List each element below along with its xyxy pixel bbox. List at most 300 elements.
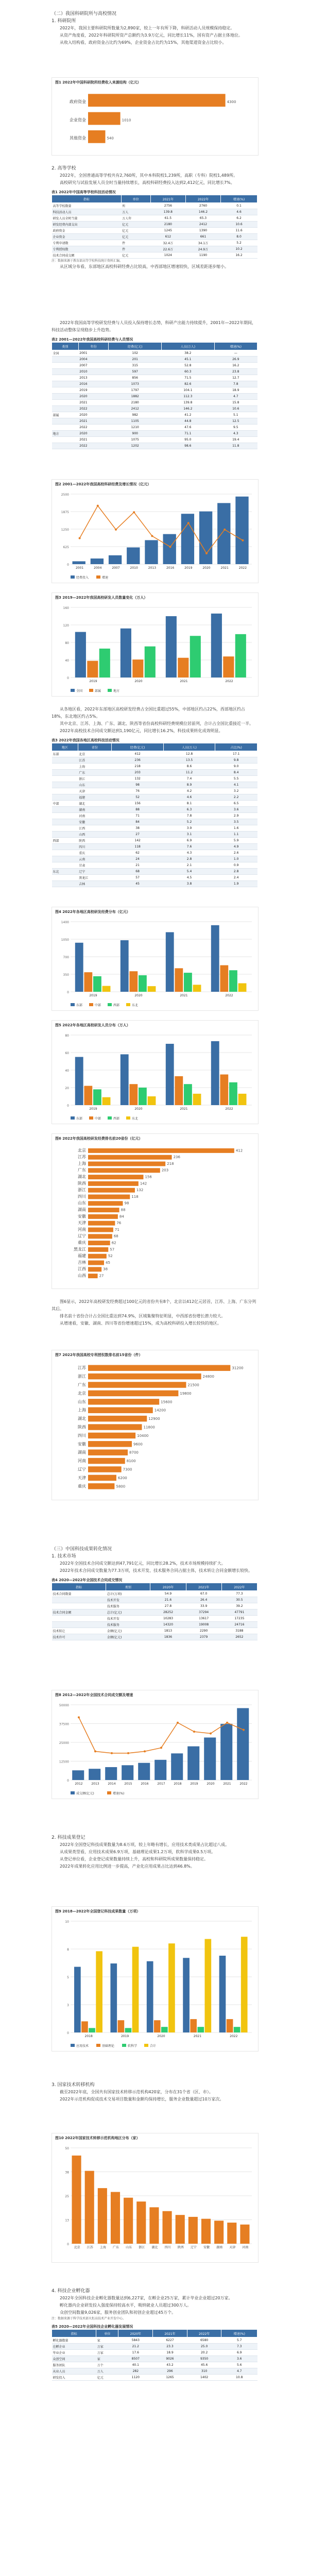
subsection-heading: 3. 国家技术转移机构: [52, 2082, 95, 2088]
table-row: [52, 1616, 258, 1622]
table-cell: 7.8: [214, 381, 257, 387]
table-cell: [52, 844, 78, 850]
table-header-cell: 2022年: [185, 195, 220, 203]
legend-swatch: [107, 1791, 111, 1794]
bar: [184, 973, 192, 992]
tick-label: 0: [67, 563, 69, 567]
table-cell: 1120: [118, 2375, 153, 2381]
bar: [214, 2221, 224, 2244]
tick-label: 1875: [61, 511, 69, 514]
table-header-cell: 经费(亿元): [109, 343, 162, 350]
chart-2: [52, 479, 259, 583]
table-cell: 2010: [78, 369, 109, 375]
tick-label: 37500: [59, 1722, 69, 1726]
table-header-cell: 2020年: [150, 1583, 186, 1591]
table-cell: 2.2: [215, 794, 258, 801]
table-cell: 39.2: [221, 1603, 257, 1609]
bar: [88, 130, 105, 143]
table-row: [52, 431, 258, 437]
table-cell: 2412: [109, 406, 162, 412]
chart-10: [52, 2133, 259, 2263]
table-cell: 23.3: [153, 2344, 187, 2350]
category-label: 2010: [130, 566, 138, 570]
category-label: 江苏: [78, 1365, 86, 1370]
table-cell: 10.6: [214, 406, 257, 412]
table-row: [52, 246, 258, 252]
table-cell: 亿元: [121, 222, 150, 228]
table-cell: 5.9: [215, 838, 258, 844]
table-cell: 1.9: [215, 881, 258, 887]
category-label: 2019: [89, 1107, 97, 1111]
table-cell: 研发人员全时当量: [52, 215, 122, 222]
bar: [87, 661, 98, 677]
table-cell: 71.1: [162, 431, 215, 437]
tick-label: 625: [63, 546, 69, 549]
category-label: 江苏: [78, 1155, 86, 1160]
category-label: 2019: [89, 994, 97, 997]
category-label: 2020: [134, 680, 143, 683]
legend-label: 西部: [113, 1004, 120, 1007]
table-cell: 21.6: [150, 1597, 186, 1603]
chart-title: 图4 2022年各地区高校研发经费分布（亿元）: [55, 910, 130, 914]
table-cell: 1202: [109, 443, 162, 449]
chart-title: 图8 2012—2022年全国技术合同成交额及增速: [55, 1693, 133, 1697]
data-point: [224, 529, 226, 531]
table-cell: 11.2: [163, 770, 215, 776]
table-cell: 661: [185, 234, 220, 240]
table-cell: 5.4: [163, 869, 215, 875]
table-cell: 4.6: [221, 209, 258, 215]
legend-label: 经费投入: [76, 576, 89, 580]
table-cell: [52, 782, 78, 788]
table-row: [52, 881, 258, 887]
tick-label: 40: [65, 659, 69, 663]
chart-4-svg: [52, 917, 258, 1009]
chart-2-svg: [52, 489, 258, 582]
data-label: 5800: [116, 1484, 126, 1489]
bar: [75, 632, 86, 677]
data-label: 7300: [123, 1467, 132, 1472]
bar: [168, 1943, 175, 2032]
table-caption: 表5 2020—2022年全国科技企业孵化器发展情况: [52, 2325, 133, 2329]
bar: [223, 656, 234, 677]
table-cell: 地方: [52, 431, 79, 437]
table-cell: 310: [187, 2368, 221, 2375]
bar: [166, 616, 177, 677]
table-row: [52, 869, 258, 875]
bar: [88, 1382, 186, 1387]
category-label: 湖北: [78, 1416, 86, 1421]
table-row: [52, 2350, 258, 2356]
table-cell: 2013: [78, 375, 109, 381]
table-cell: 东北: [52, 869, 78, 875]
table-cell: 高等学校数量: [52, 203, 122, 209]
table-cell: 1836: [150, 1634, 186, 1640]
table-cell: [52, 400, 79, 406]
legend-swatch: [108, 689, 112, 692]
data-label: 24800: [202, 1375, 214, 1379]
table-cell: 2020: [78, 412, 109, 418]
table-cell: 陕西: [78, 838, 112, 844]
table-cell: 21: [112, 862, 163, 869]
data-point: [94, 1750, 96, 1752]
table-cell: 件: [121, 240, 150, 246]
table-cell: 10.6: [221, 222, 258, 228]
table-cell: [52, 381, 79, 387]
table-cell: [52, 825, 78, 832]
category-label: 湖北: [78, 1174, 86, 1179]
section-9: [52, 2287, 258, 2381]
table-cell: 67.0: [186, 1591, 221, 1597]
section-5: [52, 1298, 258, 1327]
legend-label: 中部: [95, 1004, 101, 1007]
bar: [102, 1097, 111, 1105]
table-header-cell: 人员(万人): [163, 743, 215, 751]
data-label: 9600: [133, 1442, 143, 1447]
table-cell: 3.9: [163, 825, 215, 832]
legend-swatch: [108, 1003, 112, 1006]
chart-1: [52, 77, 259, 156]
table-row: [52, 252, 258, 259]
table-cell: 37294: [186, 1609, 221, 1616]
table-row: [52, 850, 258, 856]
table-cell: 38: [112, 825, 163, 832]
data-label: 45: [106, 1260, 110, 1265]
data-point: [177, 1722, 179, 1724]
table-cell: 2.9: [215, 813, 258, 819]
bar: [89, 2028, 95, 2032]
bar: [88, 1261, 104, 1265]
chart-6: [52, 1133, 259, 1289]
table-cell: 236: [112, 757, 163, 764]
category-label: 2021: [223, 1782, 231, 1786]
section-4: [52, 706, 258, 887]
table-cell: 河南: [78, 813, 112, 819]
table-cell: 2180: [109, 400, 162, 406]
tick-label: 5: [67, 1976, 69, 1979]
category-label: 福建: [78, 1253, 86, 1259]
table-cell: 3.1: [163, 832, 215, 838]
table-4: [52, 1583, 258, 1640]
table-cell: 61.5: [150, 215, 185, 222]
paragraph: 2022年技术合同成交数量为77.3万项，技术开发、技术服务合同占据主体，技术转让合同金额增长较快。: [60, 1568, 253, 1573]
table-cell: 1265: [153, 2375, 187, 2381]
chart-title: 图2 2001—2022年我国高校科研经费及增长情况（亿元）: [55, 482, 151, 486]
data-point: [226, 1722, 228, 1724]
table-row: [52, 788, 258, 794]
tick-label: 1050: [61, 938, 69, 942]
table-cell: [52, 1597, 106, 1603]
bar: [149, 2207, 159, 2244]
category-label: 2016: [166, 566, 175, 570]
bar: [75, 1057, 83, 1106]
table-row: [52, 844, 258, 850]
table-cell: 技术许可: [52, 1634, 106, 1640]
source-note: 注：数据来源于科学技术部火炬高技术产业开发中心。: [52, 2317, 126, 2320]
paragraph: 2022年全国技术合同成交额达到47,791亿元，同比增长28.2%，技术市场规模持续扩大。: [60, 1561, 226, 1566]
table-cell: 2022: [78, 406, 109, 412]
table-cell: [52, 875, 78, 881]
table-cell: 四川: [78, 844, 112, 850]
category-label: 2019: [121, 2035, 129, 2038]
bar: [124, 2198, 133, 2244]
chart-7: [52, 1350, 259, 1500]
table-row: [52, 1597, 258, 1603]
chart-9: [52, 1906, 259, 2052]
table-cell: [52, 832, 78, 838]
category-label: 山东: [78, 1399, 86, 1404]
category-label: 2022: [225, 994, 233, 997]
table-cell: 0.1: [221, 203, 258, 209]
table-header-cell: 单位: [121, 195, 150, 203]
table-cell: [52, 406, 79, 412]
table-cell: 甘肃: [78, 862, 112, 869]
legend-label: 软科学: [128, 2044, 138, 2048]
category-label: 浙江: [78, 1188, 86, 1193]
table-cell: 12.8: [163, 751, 215, 757]
section-2: [52, 165, 258, 270]
table-cell: 296: [153, 2368, 187, 2375]
table-cell: 45: [112, 881, 163, 887]
data-label: 62: [111, 1241, 116, 1245]
table-row: [52, 209, 258, 215]
paragraph: 其中北京、江苏、上海、广东、湖北、陕西等省份高校科研经费规模位居前列，合计占全国比重接近一半。: [60, 721, 253, 726]
table-cell: 亿元: [121, 234, 150, 240]
table-header-cell: 2022年: [187, 2330, 221, 2337]
chart-title: 图1 2022年中国科研院所经费收入来源结构（亿元）: [55, 80, 141, 84]
table-cell: [52, 443, 79, 449]
table-row: [52, 1609, 258, 1616]
table-cell: 山西: [78, 832, 112, 838]
table-cell: 2.8: [163, 856, 215, 862]
table-cell: 68: [112, 869, 163, 875]
table-cell: 146.2: [162, 406, 215, 412]
table-header-cell: 经费(亿元): [112, 743, 163, 751]
table-cell: 北京: [78, 751, 112, 757]
bar: [145, 647, 156, 677]
chart-5-svg: [52, 1030, 258, 1123]
table-header-cell: 增速(%): [221, 195, 258, 203]
bar: [88, 1201, 123, 1206]
table-row: [52, 2356, 258, 2362]
table-cell: 1.1: [215, 832, 258, 838]
table-cell: 18.9: [153, 2350, 187, 2356]
data-label: 4300: [227, 99, 236, 104]
table-cell: 34.1万: [185, 240, 220, 246]
table-cell: 4.7: [214, 394, 257, 400]
category-label: 安徽: [78, 1214, 86, 1219]
table-cell: 政府资金: [52, 228, 122, 234]
table-cell: 3.6: [221, 2356, 258, 2362]
legend-label: 中部: [95, 1117, 101, 1121]
paragraph: 从资产角度看，2022年科研院所资产总额约为3.9万亿元，同比增长11%，国有资产占据主体地位。: [60, 33, 243, 38]
chart-7-svg: [52, 1360, 258, 1499]
category-label: 2015: [124, 1782, 132, 1786]
table-cell: 1075: [109, 437, 162, 443]
table-row: [52, 801, 258, 807]
bar: [166, 1044, 174, 1105]
data-label: 19800: [180, 1391, 192, 1396]
legend-swatch: [96, 575, 100, 579]
table-cell: 14320: [150, 1622, 186, 1628]
table-cell: 4.9: [215, 844, 258, 850]
category-label: 辽宁: [190, 2246, 197, 2249]
data-label: 142: [140, 1181, 147, 1186]
table-cell: 7.8: [163, 813, 215, 819]
category-label: 四川: [164, 2246, 171, 2249]
category-label: 安徽: [203, 2246, 210, 2249]
table-cell: 4.5: [163, 875, 215, 881]
data-label: 12900: [148, 1417, 160, 1421]
bar: [89, 1769, 100, 1780]
data-label: 540: [107, 136, 114, 141]
table-row: [52, 412, 258, 418]
category-label: 2019: [89, 680, 97, 683]
table-cell: 27.8: [150, 1603, 186, 1609]
bar: [85, 2171, 94, 2244]
data-label: 8100: [126, 1459, 136, 1464]
category-label: 2013: [91, 1782, 99, 1786]
paragraph: 2022年全国登记科技成果数量为8.6万项，较上年略有增长，应用技术类成果占比超过八成。: [60, 1842, 230, 1847]
category-label: 2020: [157, 2035, 165, 2038]
table-cell: 8.0: [221, 234, 258, 240]
data-label: 76: [116, 1221, 122, 1226]
data-point: [115, 529, 117, 531]
legend-label: 东部: [76, 1004, 83, 1007]
data-label: 84: [119, 1214, 124, 1219]
category-label: 湖南: [216, 2246, 223, 2249]
category-label: 2021: [180, 994, 188, 997]
bar: [138, 1763, 150, 1780]
table-caption: 表4 2020—2022年全国技术合同成交情况: [52, 1578, 123, 1582]
table-cell: 2016: [78, 381, 109, 387]
table-cell: 982: [109, 412, 162, 418]
table-cell: 2180: [150, 222, 185, 228]
table-5: [52, 2329, 258, 2381]
table-cell: [52, 807, 78, 813]
category-label: 2021: [220, 566, 229, 570]
table-cell: 5.6: [221, 2362, 258, 2368]
tick-label: 10: [65, 1920, 69, 1924]
table-cell: 浙江: [78, 776, 112, 782]
table-cell: 科技活动人员: [52, 209, 122, 215]
bar: [88, 1247, 108, 1252]
bar: [217, 503, 230, 564]
category-label: 2013: [148, 566, 157, 570]
table-cell: 82.6: [162, 381, 215, 387]
data-point: [127, 1752, 129, 1754]
data-point: [97, 505, 99, 507]
category-label: 2017: [157, 1782, 165, 1786]
table-row: [52, 856, 258, 862]
bar: [88, 1155, 172, 1160]
category-label: 2007: [112, 566, 120, 570]
table-cell: 江苏: [78, 757, 112, 764]
table-row: [52, 375, 258, 381]
category-label: 山西: [78, 1273, 86, 1278]
section-7: [52, 1834, 258, 1870]
table-row: [52, 862, 258, 869]
data-point: [210, 1733, 212, 1735]
chart-title: 图10 2022年国家技术转移示范机构地区分布（家）: [55, 2136, 140, 2140]
table-row: [52, 425, 258, 431]
bar: [183, 1958, 190, 2032]
table-cell: 16.2: [221, 252, 258, 259]
category-label: 四川: [78, 1433, 86, 1438]
bar: [88, 1254, 107, 1259]
subsection-heading: 1. 技术市场: [52, 1554, 76, 1559]
bar: [193, 1094, 201, 1105]
table-header-cell: 省份: [78, 743, 112, 751]
bar: [88, 1221, 115, 1226]
bar: [88, 1148, 234, 1153]
table-cell: 19.4: [214, 437, 257, 443]
bar: [88, 1188, 135, 1193]
category-label: 2021: [180, 1107, 188, 1111]
table-cell: 10.2: [221, 246, 258, 252]
table-cell: [52, 394, 79, 400]
table-cell: 2007: [78, 363, 109, 369]
bar: [88, 1475, 116, 1481]
category-label: 2020: [207, 1782, 215, 1786]
table-cell: 40.1: [118, 2362, 153, 2368]
section-heading: （三）中国科技成果转化情况: [52, 1547, 112, 1552]
tick-label: 40: [65, 1069, 69, 1073]
table-cell: 3188: [221, 1628, 257, 1634]
category-label: 2012: [75, 1782, 83, 1786]
table-cell: 26.4: [186, 1597, 221, 1603]
bar: [88, 1162, 165, 1166]
table-cell: 57: [112, 875, 163, 881]
category-label: 重庆: [78, 1484, 86, 1489]
category-label: 四川: [78, 1194, 86, 1199]
bar: [99, 649, 110, 677]
table-cell: [52, 1616, 106, 1622]
table-cell: 18.9: [214, 387, 257, 394]
table-cell: 17235: [221, 1616, 257, 1622]
bar: [227, 2223, 236, 2244]
table-cell: 6.3: [163, 807, 215, 813]
table-cell: 9.5: [214, 425, 257, 431]
bar: [118, 2020, 125, 2032]
category-label: 吉林: [78, 1260, 86, 1265]
table-cell: 139.8: [150, 209, 185, 215]
legend-swatch: [144, 2044, 148, 2047]
bar: [241, 1937, 248, 2032]
section-3: [52, 319, 258, 449]
table-cell: 8.9: [163, 782, 215, 788]
bar: [98, 2188, 107, 2244]
table-cell: 技术合同成交额: [52, 252, 122, 259]
bar: [139, 975, 147, 992]
category-label: 浙江: [139, 2246, 145, 2249]
table-cell: 上海: [78, 764, 112, 770]
data-label: 15600: [161, 1400, 173, 1404]
table-cell: 65.3: [185, 215, 220, 222]
bar: [111, 2192, 120, 2244]
table-cell: 8507: [118, 2356, 153, 2362]
table-cell: 中部: [52, 801, 78, 807]
category-label: 2022: [238, 566, 247, 570]
table-cell: 2022: [78, 443, 109, 449]
table-cell: 5.2: [221, 240, 258, 246]
table-cell: 万个: [96, 2362, 118, 2368]
tick-label: 700: [63, 956, 69, 959]
table-cell: 西部: [52, 838, 78, 844]
table-cell: 1.0: [215, 856, 258, 862]
tick-label: 0: [67, 1779, 69, 1783]
table-cell: 技术转让: [52, 1628, 106, 1634]
